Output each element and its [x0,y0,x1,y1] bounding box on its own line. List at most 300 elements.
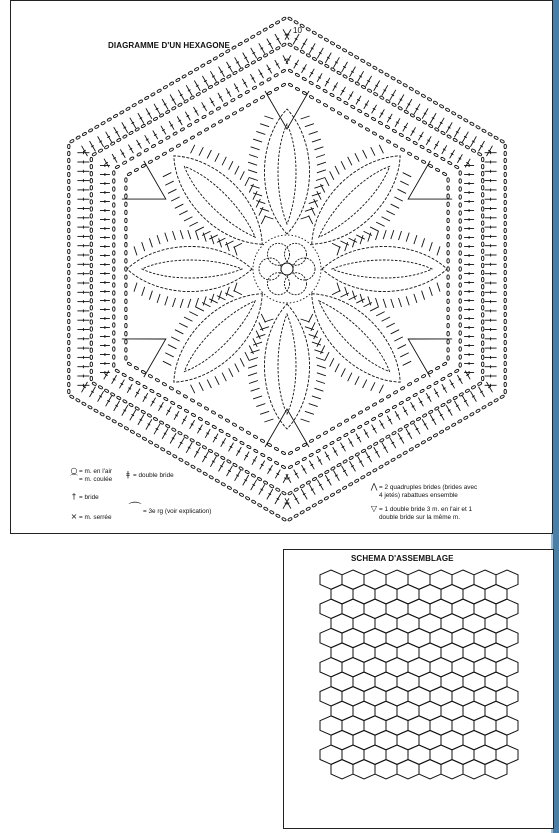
chain-stitch [447,307,449,311]
chain-stitch [336,45,341,49]
chain-stitch [372,66,377,70]
chain-stitch [269,50,274,54]
chain-stitch [90,228,92,232]
chain-stitch [68,291,70,295]
petal-treble [301,216,310,219]
chain-stitch [68,228,70,232]
chain-stitch [447,242,449,246]
chain-stitch [372,131,377,135]
legend-single: × = m. serrée [70,512,112,521]
chain-stitch [300,484,305,488]
chain-stitch [125,323,127,327]
chain-stitch [142,385,147,389]
chain-stitch [447,348,449,352]
chain-stitch [447,178,449,182]
petal-treble [309,131,318,134]
chain-stitch [239,107,244,111]
second-treble-ring [100,55,474,483]
petal-treble [316,381,325,384]
chain-stitch [230,98,235,102]
petal-treble [391,230,394,239]
chain-stitch [454,369,459,373]
chain-stitch [504,375,506,379]
petal-treble [249,358,258,361]
chain-stitch [447,340,449,344]
chain-stitch [113,323,115,327]
chain-stitch [122,399,127,403]
chain-stitch [504,270,506,274]
chain-stitch [459,299,461,303]
chain-stitch [87,405,92,409]
chain-stitch [306,53,311,57]
petal-treble [356,233,364,241]
legend-round3: ⌒ = 3e rg (voir explication) [128,502,212,517]
petal-treble [142,287,145,296]
chain-stitch [294,488,299,492]
petal-treble [196,231,199,240]
chain-stitch [259,81,264,85]
chain-stitch [504,228,506,232]
chain-stitch [125,299,127,303]
chain-stitch [125,315,127,319]
hexagon-crochet-diagram [11,1,552,533]
chain-stitch [182,74,187,78]
chain-stitch [113,283,115,287]
petal-treble [333,364,341,372]
chain-stitch [440,157,445,161]
chain-stitch [113,243,115,247]
petal [248,304,326,429]
chain-stitch [113,235,115,239]
chain-stitch [116,396,121,400]
chain-stitch [101,121,106,125]
chain-stitch [427,97,432,101]
chain-stitch [125,275,127,279]
chain-stitch [459,195,461,199]
petal-treble [312,342,321,345]
chain-stitch [232,71,237,75]
chain-stitch [453,396,458,400]
chain-stitch [440,131,445,135]
chain-stitch [68,270,70,274]
chain-stitch [414,156,419,160]
chain-stitch [274,87,279,91]
chain-stitch [482,369,484,373]
chain-stitch [482,362,484,366]
chain-stitch [203,472,208,476]
petal-treble [422,238,425,247]
chain-stitch [68,333,70,337]
chain-stitch [459,219,461,223]
chain-stitch [68,165,70,169]
petal-treble [376,298,379,307]
chain-stitch [125,291,127,295]
chain-stitch [190,135,195,139]
petal-treble [251,338,259,346]
petal-treble [377,385,385,393]
petal-inner [278,314,296,414]
chain-stitch [343,101,348,105]
assembly-diagram-panel [283,549,554,829]
petal-treble [301,319,310,322]
chain-stitch [294,514,299,518]
diagram-drawing [68,17,507,522]
start-label: 10 [293,26,302,35]
chain-stitch [225,49,230,53]
hexagon-assembly-grid [284,550,553,828]
petal-treble [254,331,262,339]
chain-stitch [469,412,474,416]
chain-stitch [312,31,317,35]
chain-stitch [68,151,70,155]
petal-treble [337,246,340,255]
petal-treble [346,157,354,165]
chain-stitch [364,113,369,117]
chain-stitch [504,214,506,218]
chain-stitch [459,307,461,311]
chain-stitch [215,479,220,483]
chain-stitch [398,428,403,432]
chain-stitch [400,386,405,390]
chain-stitch [260,95,265,99]
chain-stitch [481,129,486,133]
petal-treble [437,283,440,292]
chain-stitch [433,381,438,385]
chain-stitch [226,74,231,78]
chain-stitch [504,298,506,302]
chain-stitch [373,442,378,446]
chain-stitch [94,125,99,129]
chain-stitch [459,315,461,319]
chain-stitch [98,385,103,389]
chain-stitch [457,115,462,119]
chain-stitch [351,414,356,418]
chain-stitch [232,437,237,441]
chain-stitch [125,235,127,239]
chain-stitch [482,313,484,317]
chain-stitch [482,277,484,281]
chain-stitch [316,449,321,453]
chain-stitch [309,95,314,99]
chain-stitch [155,378,160,382]
chain-stitch [306,480,311,484]
chain-stitch [208,449,213,453]
chain-stitch [400,148,405,152]
petal-treble [238,358,246,366]
chain-stitch [336,71,341,75]
petal-treble [386,321,394,329]
chain-stitch [355,452,360,456]
chain-stitch [106,416,111,420]
chain-stitch [329,93,334,97]
assembly-hexagon [375,760,397,779]
chain-stitch [355,81,360,85]
petal-treble [260,411,269,414]
chain-stitch [90,313,92,317]
chain-stitch [187,123,192,127]
chain-stitch [504,193,506,197]
chain-stitch [68,284,70,288]
chain-stitch [165,424,170,428]
chain-stitch [471,149,476,153]
chain-stitch [150,92,155,96]
chain-stitch [494,136,499,140]
chain-stitch [175,78,180,82]
chain-stitch [149,389,154,393]
chain-stitch [488,132,493,136]
chain-stitch [246,431,251,435]
petal-treble [188,230,191,239]
chain-stitch [336,489,341,493]
chain-stitch [357,109,362,113]
chain-stitch [323,89,328,93]
petal-inner [278,124,296,224]
petal-treble [188,299,191,308]
chain-stitch [68,263,70,267]
chain-stitch [500,139,505,143]
chain-stitch [144,148,149,152]
chain-stitch [129,377,134,381]
chain-stitch [125,243,127,247]
chain-stitch [392,129,397,133]
chain-stitch [504,368,506,372]
chain-stitch [379,96,384,100]
petal-treble [253,396,262,399]
petal-treble [400,351,408,359]
chain-stitch [216,106,221,110]
chain-stitch [504,165,506,169]
chain-stitch [218,414,223,418]
chain-stitch [124,426,129,430]
chain-stitch [372,402,377,406]
assembly-hexagon [441,760,463,779]
chain-stitch [122,161,127,165]
chain-stitch [397,454,402,458]
chain-stitch [125,202,127,206]
chain-stitch [459,355,461,359]
chain-stitch [459,323,461,327]
chain-stitch [385,409,390,413]
petal-treble [360,380,368,388]
chain-stitch [253,449,258,453]
petal-treble [370,305,378,313]
chain-stitch [113,339,115,343]
chain-stitch [113,219,115,223]
chain-stitch [141,164,146,168]
chain-stitch [239,441,244,445]
petal-treble [251,147,260,150]
chain-stitch [414,378,419,382]
chain-stitch [349,78,354,82]
chain-stitch [153,117,158,121]
chain-stitch [428,410,433,414]
chain-stitch [220,78,225,82]
petal-treble [227,161,235,169]
chain-stitch [211,410,216,414]
chain-stitch [392,405,397,409]
petal-treble [168,342,176,350]
chain-stitch [348,482,353,486]
chain-stitch [113,315,115,319]
petal-treble [249,155,258,158]
chain-stitch [451,423,456,427]
petal-treble [134,283,137,292]
petal-treble [360,235,363,244]
chain-stitch [138,99,143,103]
chain-stitch [302,91,307,95]
chain-stitch [253,99,258,103]
chain-stitch [447,210,449,214]
petal-treble [369,382,377,390]
chain-stitch [351,119,356,123]
hex-grid [320,570,518,779]
chain-stitch [372,468,377,472]
chain-stitch [295,461,300,465]
chain-stitch [90,186,92,190]
chain-stitch [295,87,300,91]
legend-double-treble: ǂ = double bride [123,471,174,480]
petal-treble [391,328,399,336]
chain-stitch [391,76,396,80]
chain-stitch [482,327,484,331]
chain-stitch [459,179,461,183]
petal-treble [209,297,217,305]
chain-stitch [447,218,449,222]
chain-stitch [90,172,92,176]
chain-stitch [90,235,92,239]
petal-treble [188,385,196,393]
petal-treble [217,294,225,302]
chain-stitch [288,83,293,87]
chain-stitch [113,267,115,271]
chain-stitch [361,449,366,453]
chain-stitch [119,110,124,114]
assembly-hexagon [485,760,507,779]
chain-stitch [482,214,484,218]
chain-stitch [169,81,174,85]
chain-stitch [373,92,378,96]
chain-stitch [358,123,363,127]
chain-stitch [219,429,224,433]
chain-stitch [169,386,174,390]
chain-stitch [281,491,286,495]
chain-stitch [336,463,341,467]
petal-treble [391,299,394,308]
chain-stitch [208,85,213,89]
assembly-hexagon [463,760,485,779]
chain-stitch [90,249,92,253]
petal-treble [256,334,265,337]
chain-stitch [287,17,292,21]
chain-stitch [336,97,341,101]
chain-stitch [406,137,411,141]
chain-stitch [422,413,427,417]
petal-treble [253,139,262,142]
chain-stitch [504,256,506,260]
petal-outline [264,109,309,234]
chain-stitch [92,152,97,156]
double-treble-icon: ǂ [126,470,130,479]
petal-treble [251,388,260,391]
chain-stitch [125,218,127,222]
chain-stitch [457,419,462,423]
petal-outline [322,246,447,291]
petal-treble [196,298,199,307]
petal-treble [163,170,171,178]
chain-stitch [316,99,321,103]
chain-stitch [225,115,230,119]
chain-stitch [177,431,182,435]
chain-stitch [463,416,468,420]
chain-stitch [90,334,92,338]
chain-stitch [367,445,372,449]
chain-stitch [90,270,92,274]
chain-stitch [68,235,70,239]
chain-stitch [481,405,486,409]
chain-stitch [442,172,447,176]
chain-stitch [358,410,363,414]
chain-stitch [118,423,123,427]
petal-treble [205,380,213,388]
chain-stitch [214,81,219,85]
chain-stitch [246,445,251,449]
petal-treble [356,297,364,305]
chain-stitch [90,320,92,324]
petal-treble [317,170,326,173]
petal-treble [394,335,402,343]
chain-stitch [504,200,506,204]
chain-stitch [294,20,299,24]
chain-stitch [300,510,305,514]
chain-stitch [447,291,449,295]
petal-treble [399,231,402,240]
chain-stitch [194,67,199,71]
chain-stitch [447,356,449,360]
chain-stitch [90,348,92,352]
chain-stitch [330,466,335,470]
chain-stitch [343,74,348,78]
chain-stitch [488,402,493,406]
chain-stitch [504,221,506,225]
chain-stitch [183,394,188,398]
chain-stitch [165,110,170,114]
petal-treble [157,235,160,244]
chain-stitch [113,259,115,263]
chain-stitch [379,398,384,402]
petal-treble [248,373,257,376]
chain-stitch [459,363,461,367]
chain-stitch [177,103,182,107]
chain-stitch [231,45,236,49]
chain-stitch [158,140,163,144]
chain-stitch [433,101,438,105]
chain-stitch [494,398,499,402]
chain-stitch [239,493,244,497]
chain-stitch [504,305,506,309]
chain-stitch [454,165,459,169]
chain-stitch [404,110,409,114]
chain-stitch [482,341,484,345]
chain-stitch [68,144,70,148]
chain-stitch [142,437,147,441]
chain-stitch [269,484,274,488]
chain-stitch [366,472,371,476]
petal-inner [332,260,432,278]
petal-treble [248,170,257,173]
chain-stitch [426,385,431,389]
chain-stitch [113,363,115,367]
chain-stitch [504,263,506,267]
